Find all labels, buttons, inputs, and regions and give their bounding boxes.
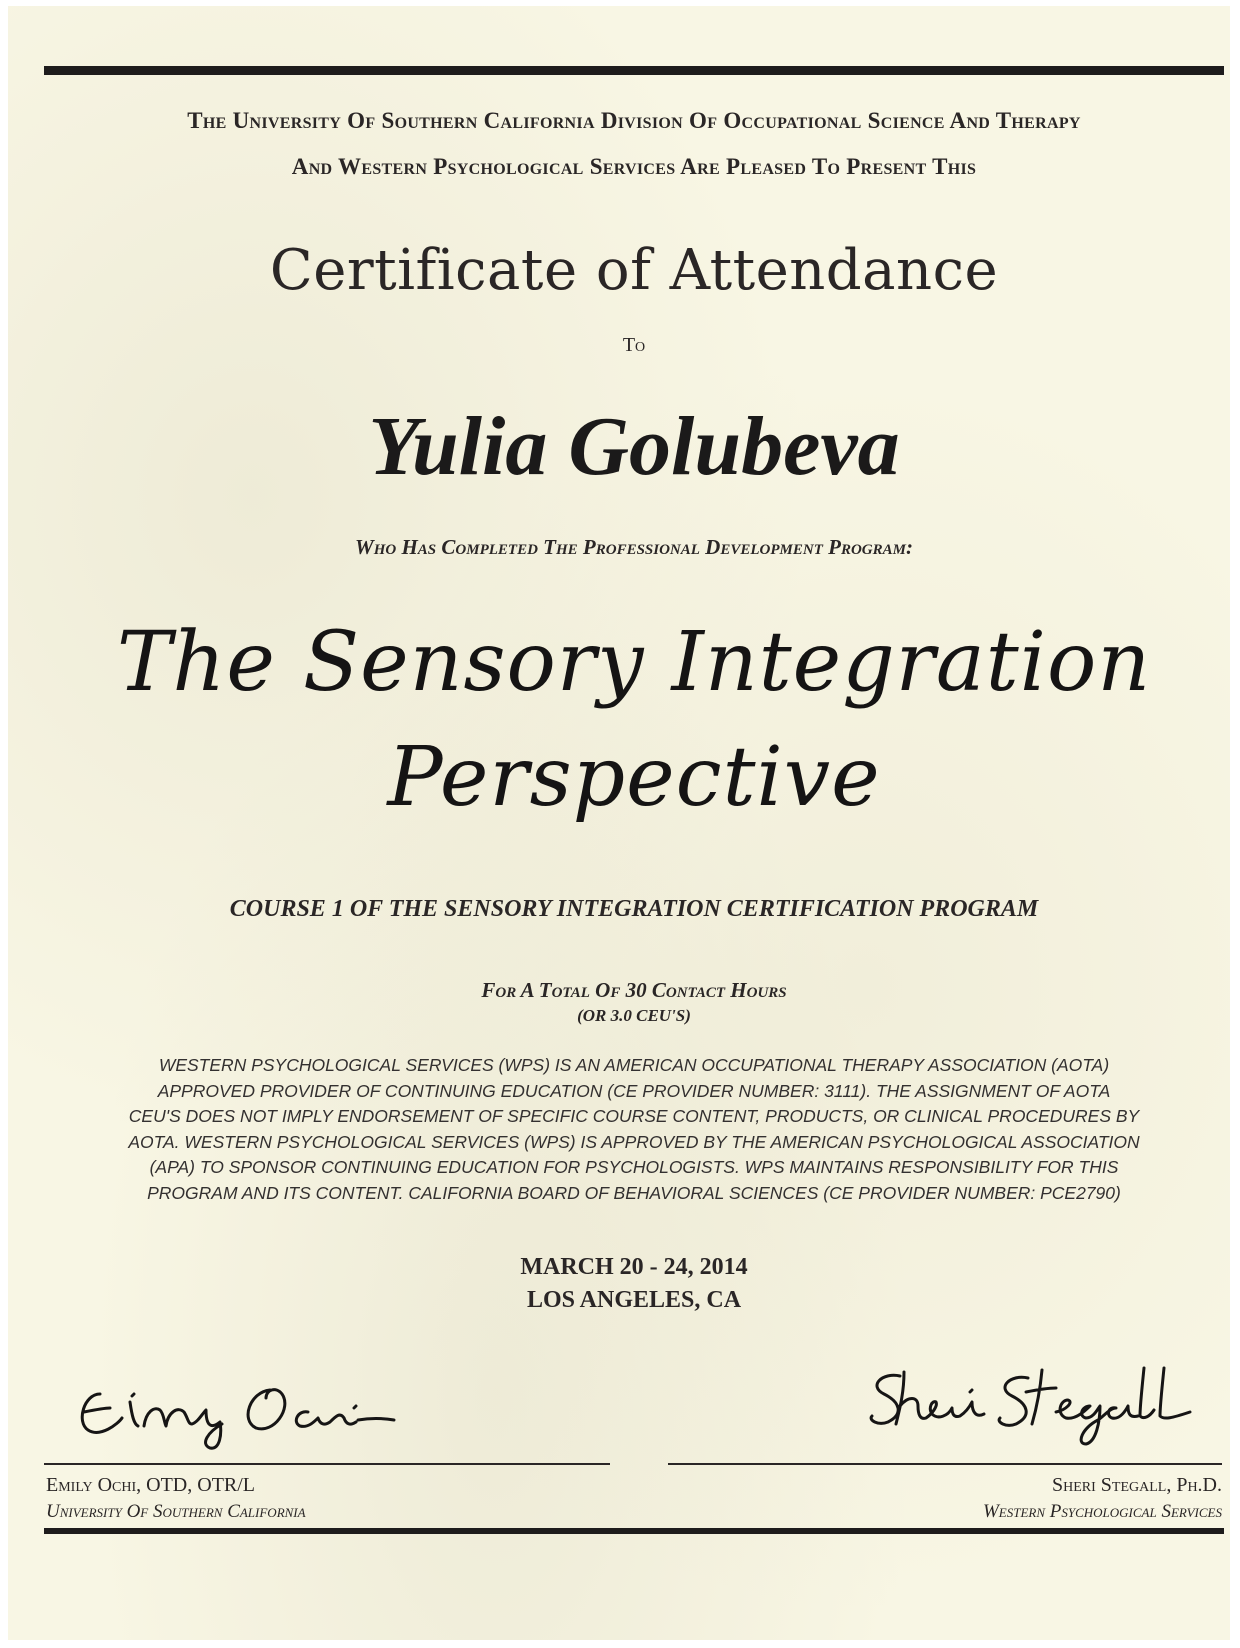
signatory-right-org: Western Psychological Services [982, 1501, 1222, 1522]
signatory-left-name: Emily Ochi, OTD, OTR/L [46, 1474, 256, 1496]
disclaimer-line: (APA) TO SPONSOR CONTINUING EDUCATION FOR PSYCHOLOGISTS. WPS MAINTAINS RESPONSIBILITY FOR THIS [149, 1157, 1119, 1177]
presenter-line-1: The University Of Southern California Division Of Occupational Science And Therapy [187, 108, 1081, 133]
disclaimer-line: APPROVED PROVIDER OF CONTINUING EDUCATION (CE PROVIDER NUMBER: 3111). THE ASSIGNMENT OF AOTA [157, 1080, 1111, 1101]
signatory-left [46, 1474, 306, 1523]
disclaimer-line: PROGRAM AND ITS CONTENT. CALIFORNIA BOARD OF BEHAVIORAL SCIENCES (CE PROVIDER NUMBER: PCE2790) [147, 1182, 1121, 1203]
signatory-right [983, 1474, 1222, 1523]
event-location: LOS ANGELES, CA [526, 1287, 742, 1313]
top-border-rule [44, 66, 1224, 75]
disclaimer-line: CEU'S DOES NOT IMPLY ENDORSEMENT OF SPECIFIC COURSE CONTENT, PRODUCTS, OR CLINICAL PROCEDURES BY [128, 1106, 1140, 1126]
event-dates: MARCH 20 - 24, 2014 [520, 1254, 748, 1280]
course-line: COURSE 1 OF THE SENSORY INTEGRATION CERTIFICATION PROGRAM [229, 896, 1039, 922]
completed-statement: Who Has Completed The Professional Development Program: [355, 535, 913, 559]
disclaimer-line: AOTA. WESTERN PSYCHOLOGICAL SERVICES (WPS) IS APPROVED BY THE AMERICAN PSYCHOLOGICAL ASSOCIATION [128, 1131, 1140, 1152]
signature-line-left [44, 1463, 610, 1465]
recipient-name: Yulia Golubeva [368, 400, 900, 493]
program-title-line-1: The Sensory Integration [116, 615, 1152, 710]
signature-sheri-stegall [860, 1362, 1200, 1452]
certificate-title: Certificate of Attendance [269, 238, 999, 303]
signature-line-right [668, 1463, 1222, 1465]
disclaimer-line: WESTERN PSYCHOLOGICAL SERVICES (WPS) IS AN AMERICAN OCCUPATIONAL THERAPY ASSOCIATION (AOTA) [158, 1055, 1110, 1075]
ceu-count: (OR 3.0 CEU'S) [577, 1006, 691, 1025]
signatory-right-name: Sheri Stegall, Ph.D. [1051, 1474, 1222, 1496]
program-title-line-2: Perspective [387, 730, 881, 825]
accreditation-disclaimer [48, 1053, 1220, 1206]
signature-emily-ochi [70, 1372, 410, 1452]
bottom-border-rule [44, 1528, 1224, 1534]
contact-hours: For A Total Of 30 Contact Hours [481, 978, 787, 1002]
presenter-line-2: And Western Psychological Services Are Pleased To Present This [291, 154, 977, 179]
to-label: To [622, 334, 646, 356]
signatory-left-org: University Of Southern California [46, 1501, 306, 1522]
